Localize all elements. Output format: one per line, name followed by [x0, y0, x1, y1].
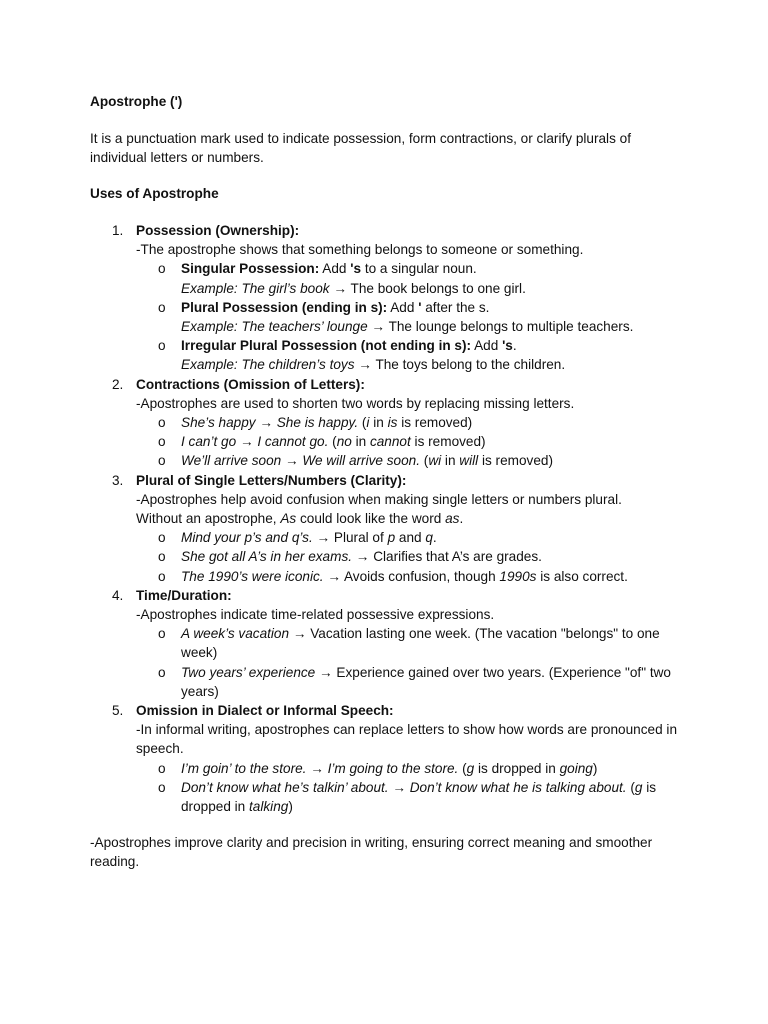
- conclusion-paragraph: -Apostrophes improve clarity and precision in writing, ensuring correct meaning and smoother reading.: [90, 835, 653, 870]
- use-number: 3.: [112, 472, 124, 488]
- use-item-possession: [90, 221, 680, 375]
- sub-item-example: [136, 432, 680, 451]
- use-description-line2: [136, 509, 680, 528]
- use-number: 1.: [112, 223, 124, 238]
- note-word: is: [387, 415, 398, 431]
- note-word: will: [459, 453, 479, 469]
- use-item-contractions: [90, 375, 680, 471]
- bullet-icon: o: [158, 779, 166, 795]
- arrow-icon: →: [329, 280, 351, 296]
- note-text: is removed): [397, 415, 473, 431]
- note-text: is dropped in: [474, 760, 560, 776]
- note-word: p: [387, 530, 396, 546]
- note-word: going: [559, 760, 593, 776]
- use-title: Plural of Single Letters/Numbers (Clarity):: [136, 472, 407, 488]
- note-text: in: [351, 434, 370, 450]
- note-text: in: [369, 415, 388, 431]
- use-description: -The apostrophe shows that something belongs to someone or something.: [136, 242, 584, 258]
- note-text: (: [328, 434, 337, 450]
- bullet-icon: o: [158, 261, 166, 277]
- use-description: -Apostrophes indicate time-related possessive expressions.: [136, 607, 495, 623]
- arrow-icon: →: [315, 664, 337, 680]
- note-text: ): [592, 760, 598, 776]
- example-text: Mind your p’s and q’s.: [181, 530, 313, 546]
- example-expanded: I’m going to the store.: [327, 760, 459, 776]
- note-word: 1990s: [499, 568, 537, 584]
- sub-item-example: [136, 778, 680, 816]
- arrow-icon: →: [312, 530, 334, 546]
- sub-label: Plural Possession (ending in s):: [181, 299, 388, 315]
- use-title: Time/Duration:: [136, 587, 232, 603]
- sub-label: Singular Possession:: [181, 261, 320, 277]
- use-number: 5.: [112, 703, 124, 719]
- apostrophe-mark: 's: [502, 338, 513, 354]
- sub-item-example: [136, 759, 680, 778]
- use-number: 4.: [112, 587, 124, 603]
- example-text: She’s happy: [181, 415, 256, 431]
- sub-list: [136, 413, 680, 471]
- example-meaning: The book belongs to one girl.: [350, 280, 526, 296]
- use-title: Possession (Ownership):: [136, 223, 300, 238]
- example-expanded: We will arrive soon.: [302, 453, 420, 469]
- arrow-icon: →: [255, 415, 277, 431]
- sub-item-example: [136, 567, 680, 586]
- example-text: I can’t go: [181, 434, 237, 450]
- arrow-icon: →: [354, 357, 376, 373]
- sub-item-irregular-plural: [136, 336, 680, 374]
- sub-label: Irregular Plural Possession (not ending in s):: [181, 338, 472, 354]
- note-word: talking: [249, 799, 289, 815]
- bullet-icon: o: [158, 568, 166, 584]
- arrow-icon: →: [367, 319, 389, 335]
- note-word: cannot: [369, 434, 411, 450]
- bullet-icon: o: [158, 299, 166, 315]
- example-text: I’m goin’ to the store.: [181, 760, 307, 776]
- sub-item-example: [136, 547, 680, 566]
- example-text: She got all A’s in her exams.: [181, 549, 353, 565]
- note-text: Clarifies that A’s are grades.: [373, 549, 542, 565]
- example-expanded: I cannot go.: [257, 434, 329, 450]
- description-text: could look like the word: [296, 511, 446, 527]
- sub-list: [136, 528, 680, 586]
- sub-item-example: [136, 451, 680, 470]
- description-word: As: [280, 511, 297, 527]
- bullet-icon: o: [158, 626, 166, 642]
- note-text: is also correct.: [536, 568, 628, 584]
- note-text: Experience gained over two years. (Experience "of" two years): [181, 664, 671, 699]
- arrow-icon: →: [388, 779, 410, 795]
- sub-list: [136, 624, 680, 701]
- use-description: -Apostrophes help avoid confusion when making single letters or numbers plural.: [136, 491, 622, 507]
- example-text: Don’t know what he’s talkin’ about.: [181, 779, 389, 795]
- note-text: in: [441, 453, 460, 469]
- use-title: Omission in Dialect or Informal Speech:: [136, 703, 394, 719]
- example-text: The 1990’s were iconic.: [181, 568, 324, 584]
- example-text: A week’s vacation: [181, 626, 290, 642]
- sub-text: after the s.: [421, 299, 490, 315]
- note-text: (: [420, 453, 429, 469]
- example-meaning: The toys belong to the children.: [375, 357, 566, 373]
- sub-item-singular-possession: [136, 259, 680, 297]
- sub-item-example: [136, 624, 680, 662]
- arrow-icon: →: [352, 549, 374, 565]
- use-item-omission-dialect: [90, 701, 680, 816]
- uses-list: [90, 221, 680, 816]
- note-text: Avoids confusion, though: [343, 568, 500, 584]
- use-item-plural-letters: [90, 471, 680, 586]
- use-item-time-duration: [90, 586, 680, 701]
- apostrophe-mark: 's: [350, 261, 362, 277]
- sub-text: Add: [471, 338, 503, 354]
- note-word: wi: [428, 453, 442, 469]
- note-word: q: [425, 530, 433, 546]
- sub-text: Add: [387, 299, 419, 315]
- note-text: Vacation lasting one week. (The vacation "belongs" to one week): [181, 626, 660, 661]
- example-meaning: The lounge belongs to multiple teachers.: [388, 319, 634, 335]
- apostrophe-mark: ': [418, 299, 422, 315]
- note-text: is removed): [410, 434, 486, 450]
- note-text: and: [395, 530, 426, 546]
- bullet-icon: o: [158, 530, 166, 546]
- uses-heading: Uses of Apostrophe: [90, 186, 219, 201]
- note-word: g: [634, 779, 643, 795]
- sub-text: Add: [319, 261, 351, 277]
- arrow-icon: →: [323, 568, 344, 584]
- sub-item-example: [136, 663, 680, 701]
- use-description: -Apostrophes are used to shorten two words by replacing missing letters.: [136, 395, 575, 411]
- bullet-icon: o: [158, 760, 166, 776]
- sub-text: to a singular noun.: [361, 261, 477, 277]
- bullet-icon: o: [158, 338, 166, 354]
- note-text: (: [358, 415, 367, 431]
- example-text: Example: The teachers’ lounge: [181, 319, 368, 335]
- arrow-icon: →: [236, 434, 258, 450]
- note-word: i: [366, 415, 370, 431]
- bullet-icon: o: [158, 415, 166, 431]
- note-word: no: [336, 434, 352, 450]
- note-text: (: [626, 779, 635, 795]
- bullet-icon: o: [158, 434, 166, 450]
- bullet-icon: o: [158, 664, 166, 680]
- description-text: .: [459, 511, 464, 527]
- note-text: is removed): [478, 453, 553, 469]
- use-description: -In informal writing, apostrophes can replace letters to show how words are pronounced in speech.: [136, 722, 678, 757]
- sub-item-example: [136, 413, 680, 432]
- example-text: Example: The girl’s book: [181, 280, 330, 296]
- page-title: Apostrophe ('): [90, 94, 183, 109]
- sub-item-plural-possession: [136, 298, 680, 336]
- note-text: ): [288, 799, 293, 815]
- example-expanded: She is happy.: [276, 415, 359, 431]
- use-number: 2.: [112, 376, 124, 392]
- bullet-icon: o: [158, 453, 166, 469]
- note-text: Plural of: [333, 530, 388, 546]
- intro-paragraph: It is a punctuation mark used to indicate possession, form contractions, or clarify plurals of individual letters or numbers.: [90, 131, 631, 166]
- sub-text: .: [512, 338, 517, 354]
- note-text: .: [432, 530, 437, 546]
- sub-list: [136, 759, 680, 817]
- sub-item-example: [136, 528, 680, 547]
- sub-list: [136, 259, 680, 374]
- use-title: Contractions (Omission of Letters):: [136, 376, 365, 392]
- bullet-icon: o: [158, 549, 166, 565]
- example-text: Example: The children’s toys: [181, 357, 355, 373]
- example-text: Two years’ experience: [181, 664, 316, 680]
- description-text: Without an apostrophe,: [136, 511, 281, 527]
- note-text: (: [458, 760, 467, 776]
- example-text: We’ll arrive soon: [181, 453, 282, 469]
- note-word: g: [466, 760, 475, 776]
- note-text: is dropped in: [181, 779, 657, 815]
- arrow-icon: →: [306, 760, 328, 776]
- example-expanded: Don’t know what he is talking about.: [409, 779, 627, 795]
- description-word: as: [445, 511, 460, 527]
- arrow-icon: →: [289, 626, 311, 642]
- arrow-icon: →: [281, 453, 303, 469]
